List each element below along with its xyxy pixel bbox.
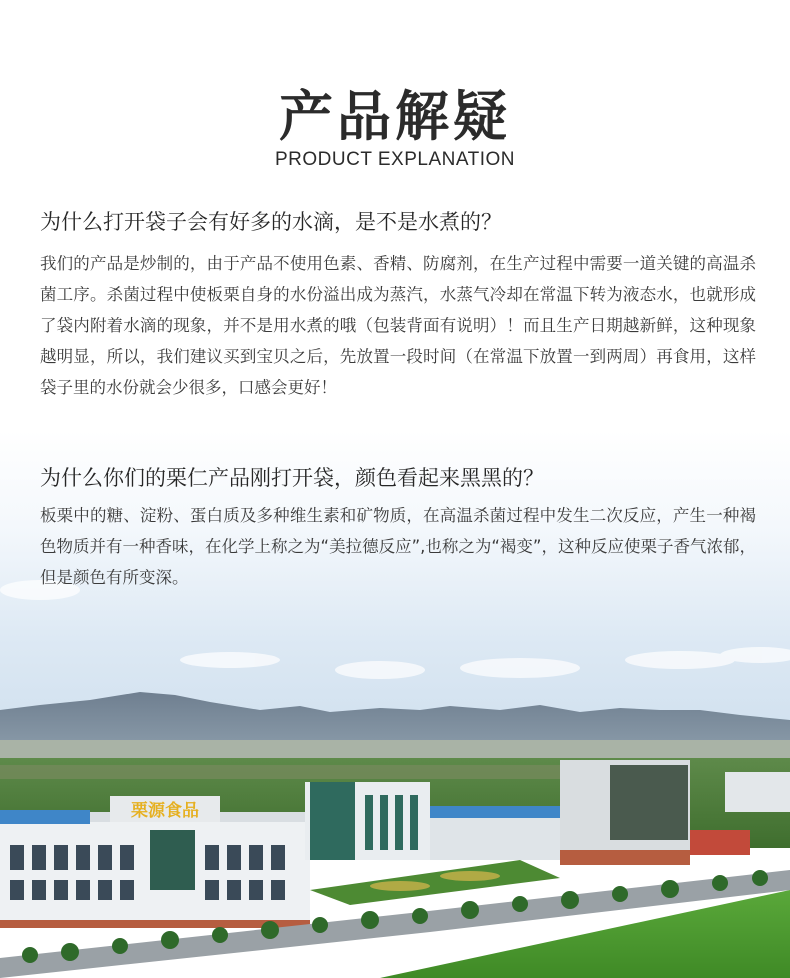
- factory-sign: 栗源食品: [131, 801, 199, 821]
- clouds: [0, 580, 790, 679]
- answer-2: 板栗中的糖、淀粉、蛋白质及多种维生素和矿物质，在高温杀菌过程中发生二次反应，产生一种褐色物质并有一种香味，在化学上称之为“美拉德反应”,也称之为“褐变”，这种反应使栗子香气浓郁，但是颜色有所变深。: [40, 506, 756, 587]
- page-title: 产品解疑: [279, 85, 511, 148]
- question-1: 为什么打开袋子会有好多的水滴，是不是水煮的？: [40, 210, 502, 234]
- factory-landscape-image: [0, 560, 790, 978]
- page-subtitle: PRODUCT EXPLANATION: [274, 149, 515, 170]
- warehouse: [430, 812, 560, 860]
- question-2: 为什么你们的栗仁产品刚打开袋，颜色看起来黑黑的？: [40, 466, 544, 490]
- answer-1: 我们的产品是炒制的，由于产品不使用色素、香精、防腐剂，在生产过程中需要一道关键的高温杀菌工序。杀菌过程中使板栗自身的水份溢出成为蒸汽，水蒸气冷却在常温下转为液态水，也就形成了袋内附着水滴的现象，并不是用水煮的哦（包装背面有说明）！而且生产日期越新鲜，这种现象越明显，所以，我们建议买到宝贝之后，先放置一段时间（在常温下放置一到两周）再食用，这样袋子里的水份就会少很多，口感会更好！: [40, 254, 756, 397]
- main-building: [305, 782, 430, 860]
